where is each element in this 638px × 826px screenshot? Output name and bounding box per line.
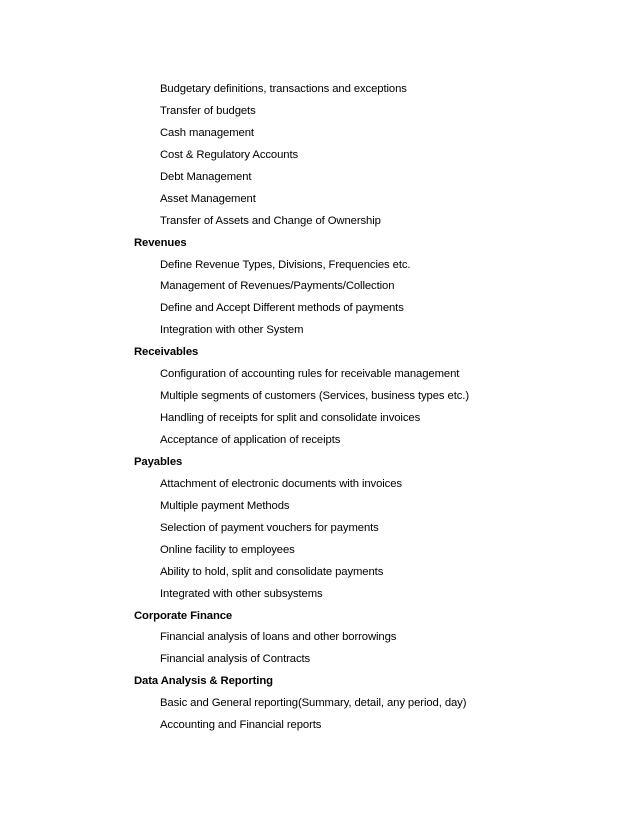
list-item: Accounting and Financial reports bbox=[160, 719, 322, 732]
list-item: Online facility to employees bbox=[160, 543, 295, 556]
section-heading-data-analysis-reporting: Data Analysis & Reporting bbox=[134, 675, 273, 688]
section-heading-corporate-finance: Corporate Finance bbox=[134, 609, 233, 622]
list-item: Financial analysis of loans and other borrowings bbox=[160, 631, 397, 644]
list-item: Management of Revenues/Payments/Collection bbox=[160, 280, 395, 293]
list-item: Acceptance of application of receipts bbox=[160, 434, 341, 446]
list-item: Ability to hold, split and consolidate payments bbox=[160, 565, 384, 578]
list-item: Debt Management bbox=[160, 170, 252, 183]
section-heading-payables: Payables bbox=[134, 455, 183, 468]
list-item: Configuration of accounting rules for receivable management bbox=[160, 368, 460, 381]
list-item: Define and Accept Different methods of payments bbox=[160, 302, 404, 315]
section-heading-receivables: Receivables bbox=[134, 346, 199, 359]
section-heading-revenues: Revenues bbox=[134, 236, 187, 249]
list-item: Multiple segments of customers (Services, business types etc.) bbox=[160, 390, 469, 403]
list-item: Multiple payment Methods bbox=[160, 499, 290, 512]
list-item: Define Revenue Types, Divisions, Frequencies etc. bbox=[160, 258, 411, 271]
list-item: Integrated with other subsystems bbox=[160, 587, 323, 600]
list-item: Transfer of budgets bbox=[160, 104, 256, 117]
list-item: Budgetary definitions, transactions and exceptions bbox=[160, 83, 407, 95]
list-item: Financial analysis of Contracts bbox=[160, 653, 311, 666]
list-item: Handling of receipts for split and consolidate invoices bbox=[160, 412, 421, 425]
list-item: Attachment of electronic documents with invoices bbox=[160, 477, 402, 490]
list-item: Basic and General reporting(Summary, detail, any period, day) bbox=[160, 697, 467, 710]
list-item: Cash management bbox=[160, 126, 254, 139]
list-item: Integration with other System bbox=[160, 324, 304, 337]
list-item: Selection of payment vouchers for payments bbox=[160, 521, 379, 534]
list-item: Asset Management bbox=[160, 192, 256, 205]
list-item: Cost & Regulatory Accounts bbox=[160, 148, 299, 161]
list-item: Transfer of Assets and Change of Ownership bbox=[160, 214, 381, 227]
document-page bbox=[0, 79, 638, 737]
